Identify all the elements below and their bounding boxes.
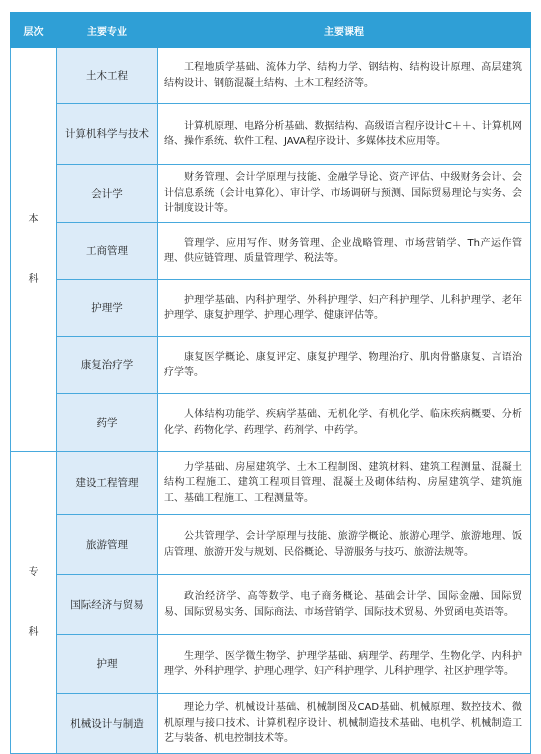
table-row: [11, 223, 531, 280]
course-list: 康复医学概论、康复评定、康复护理学、物理治疗、肌肉骨骼康复、言语治疗学等。: [158, 337, 531, 394]
table-row: [11, 515, 531, 575]
level-undergrad-char2: 科: [28, 273, 39, 285]
header-row: [11, 13, 531, 48]
curriculum-table-container: [10, 12, 530, 754]
course-list: 工程地质学基础、流体力学、结构力学、钢结构、结构设计原理、高层建筑结构设计、钢筋混凝土结构、土木工程经济等。: [158, 48, 531, 104]
header-courses: 主要课程: [158, 13, 531, 48]
table-row: [11, 165, 531, 223]
level-undergrad-char1: 本: [28, 213, 39, 225]
major-name: 计算机科学与技术: [57, 104, 158, 165]
major-name: 康复治疗学: [57, 337, 158, 394]
course-list: 政治经济学、高等数学、电子商务概论、基础会计学、国际金融、国际贸易、国际贸易实务、国际商法、市场营销学、国际技术贸易、外贸函电英语等。: [158, 575, 531, 635]
major-name: 护理学: [57, 280, 158, 337]
table-row: [11, 575, 531, 635]
course-list: 力学基础、房屋建筑学、土木工程制图、建筑材料、建筑工程测量、混凝土结构工程施工、建筑工程项目管理、混凝土及砌体结构、房屋建筑学、建筑施工、基础工程施工、工程测量等。: [158, 452, 531, 515]
header-major: 主要专业: [57, 13, 158, 48]
course-list: 管理学、应用写作、财务管理、企业战略管理、市场营销学、Th产运作管理、供应链管理、质量管理学、税法等。: [158, 223, 531, 280]
table-row: [11, 280, 531, 337]
course-list: 护理学基础、内科护理学、外科护理学、妇产科护理学、儿科护理学、老年护理学、康复护理学、护理心理学、健康评估等。: [158, 280, 531, 337]
table-row: [11, 48, 531, 104]
major-name: 药学: [57, 394, 158, 452]
major-name: 会计学: [57, 165, 158, 223]
course-list: 财务管理、会计学原理与技能、金融学导论、资产评估、中级财务会计、会计信息系统（会计电算化）、审计学、市场调研与预测、国际贸易理论与实务、会计制度设计等。: [158, 165, 531, 223]
header-level: 层次: [11, 13, 57, 48]
major-name: 工商管理: [57, 223, 158, 280]
table-row: [11, 694, 531, 754]
level-college: [11, 452, 57, 754]
major-name: 旅游管理: [57, 515, 158, 575]
course-list: 生理学、医学微生物学、护理学基础、病理学、药理学、生物化学、内科护理学、外科护理学、护理心理学、妇产科护理学、儿科护理学、社区护理学等。: [158, 635, 531, 694]
course-list: 理论力学、机械设计基础、机械制图及CAD基础、机械原理、数控技术、微机原理与接口技术、计算机程序设计、机械制造技术基础、电机学、机械制造工艺与装备、机电控制技术等。: [158, 694, 531, 754]
major-name: 护理: [57, 635, 158, 694]
course-list: 公共管理学、会计学原理与技能、旅游学概论、旅游心理学、旅游地理、饭店管理、旅游开发与规划、民俗概论、导游服务与技巧、旅游法规等。: [158, 515, 531, 575]
level-undergrad: [11, 48, 57, 452]
curriculum-table: [10, 12, 531, 754]
table-row: [11, 394, 531, 452]
table-row: [11, 337, 531, 394]
major-name: 国际经济与贸易: [57, 575, 158, 635]
table-row: [11, 104, 531, 165]
course-list: 计算机原理、电路分析基础、数据结构、高级语言程序设计C＋＋、计算机网络、操作系统、软件工程、JAVA程序设计、多媒体技术应用等。: [158, 104, 531, 165]
level-college-char1: 专: [28, 566, 39, 578]
course-list: 人体结构功能学、疾病学基础、无机化学、有机化学、临床疾病概要、分析化学、药物化学、药理学、药剂学、中药学。: [158, 394, 531, 452]
table-row: [11, 635, 531, 694]
level-college-char2: 科: [28, 626, 39, 638]
major-name: 建设工程管理: [57, 452, 158, 515]
table-row: [11, 452, 531, 515]
major-name: 土木工程: [57, 48, 158, 104]
major-name: 机械设计与制造: [57, 694, 158, 754]
